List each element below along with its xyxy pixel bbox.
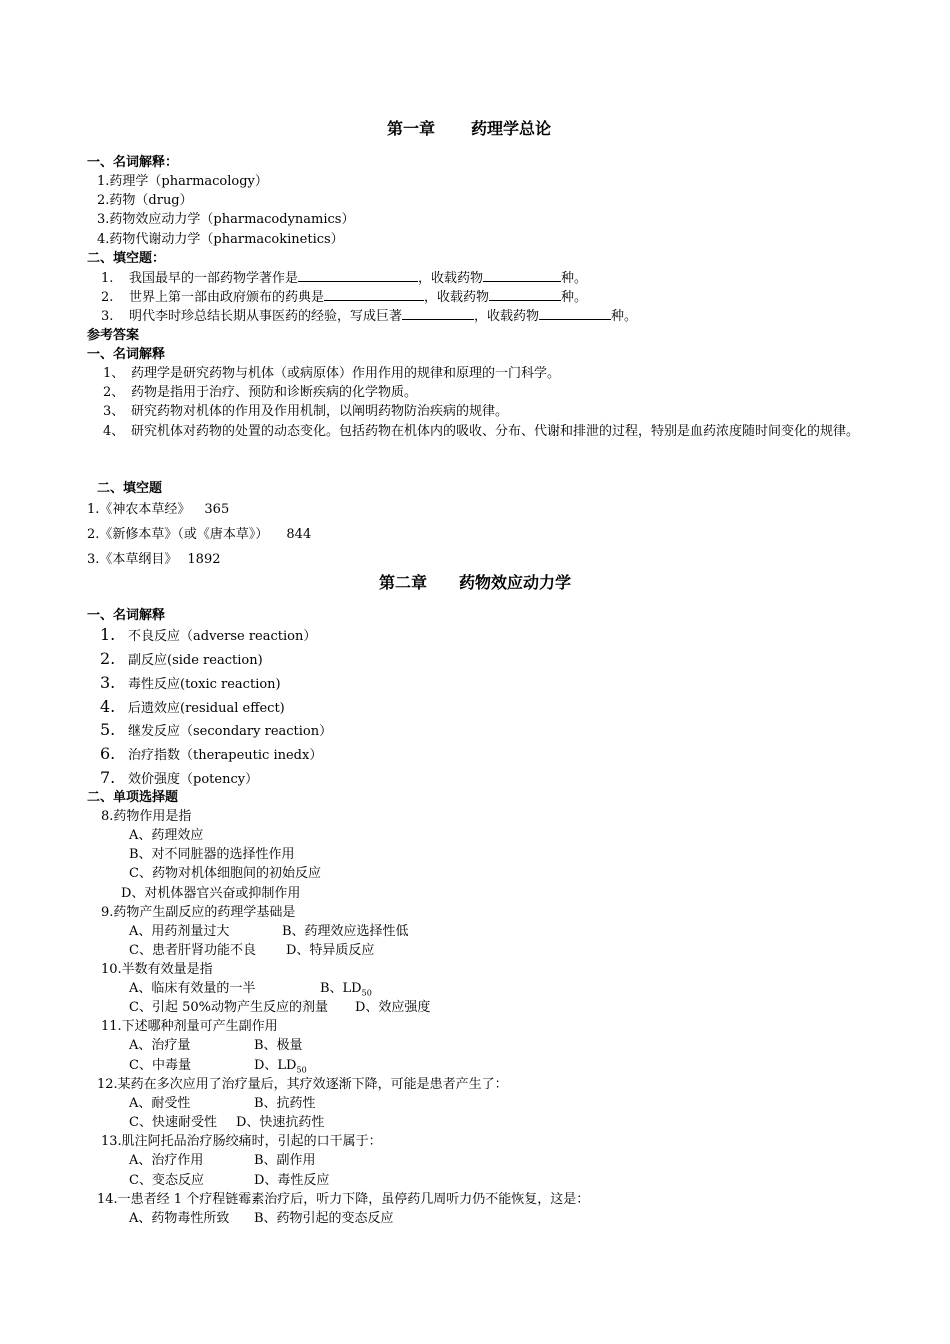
chapter1-name: 药理学总论 [471, 119, 552, 138]
ch1-section2-heading: 二、填空题： [87, 251, 166, 266]
fill-question-2: 2. 世界上第一部由政府颁布的药典是 ，收载药物 种。 [101, 287, 587, 307]
q13-option-c[interactable]: C、变态反应 [129, 1173, 204, 1188]
q13-option-b[interactable]: B、副作用 [254, 1153, 316, 1168]
question-13: 13.肌注阿托品治疗肠绞痛时，引起的口干属于： [101, 1134, 382, 1149]
chapter2-name: 药物效应动力学 [459, 573, 572, 592]
question-10: 10.半数有效量是指 [101, 962, 213, 977]
question-12: 12.某药在多次应用了治疗量后，其疗效逐渐下降，可能是患者产生了： [97, 1077, 508, 1092]
fill-blank[interactable] [402, 306, 474, 320]
q12-option-a[interactable]: A、耐受性 [129, 1096, 191, 1111]
ch2-term-2: 2. 副反应(side reaction) [100, 649, 263, 668]
q13-option-a[interactable]: A、治疗作用 [129, 1153, 204, 1168]
fill-blank[interactable] [489, 287, 561, 301]
q12-option-d[interactable]: D、快速抗药性 [236, 1115, 325, 1130]
q9-option-a[interactable]: A、用药剂量过大 [129, 924, 230, 939]
answers-section1-heading: 一、名词解释 [87, 347, 166, 362]
ch2-term-6: 6. 治疗指数（therapeutic inedx） [100, 744, 323, 763]
q8-option-c[interactable]: C、药物对机体细胞间的初始反应 [129, 866, 321, 881]
q10-option-a[interactable]: A、临床有效量的一半 [129, 981, 256, 996]
definition-3: 3、 研究药物对机体的作用及作用机制，以阐明药物防治疾病的规律。 [103, 404, 509, 419]
answers-section2-heading: 二、填空题 [97, 481, 163, 496]
ch2-term-1: 1. 不良反应（adverse reaction） [100, 625, 317, 644]
q12-option-b[interactable]: B、抗药性 [254, 1096, 316, 1111]
q11-option-b[interactable]: B、极量 [254, 1038, 303, 1053]
chapter2-number: 第二章 [379, 573, 428, 592]
q10-option-c[interactable]: C、引起 50%动物产生反应的剂量 [129, 1000, 328, 1015]
q11-option-a[interactable]: A、治疗量 [129, 1038, 191, 1053]
chapter1-title [387, 118, 551, 140]
q10-option-b[interactable]: B、$LD_{50}$ [320, 981, 372, 998]
fill-blank[interactable] [324, 287, 424, 301]
definition-4: 4、 研究机体对药物的处置的动态变化。包括药物在机体内的吸收、分布、代谢和排泄的过程，特别是血药浓度随时间变化的规律。 [103, 424, 860, 439]
ch1-term-2: 2.药物（drug） [97, 193, 193, 208]
answers-heading: 参考答案 [87, 328, 140, 343]
q13-option-d[interactable]: D、毒性反应 [254, 1173, 330, 1188]
question-8: 8.药物作用是指 [101, 809, 192, 824]
q10-option-d[interactable]: D、效应强度 [355, 1000, 431, 1015]
q8-option-a[interactable]: A、药理效应 [129, 828, 204, 843]
q14-option-a[interactable]: A、药物毒性所致 [129, 1211, 230, 1226]
q8-option-b[interactable]: B、对不同脏器的选择性作用 [129, 847, 295, 862]
ch1-term-3: 3.药物效应动力学（pharmacodynamics） [97, 212, 355, 227]
q9-option-d[interactable]: D、特异质反应 [286, 943, 375, 958]
fill-question-3: 3. 明代李时珍总结长期从事医药的经验，写成巨著 ，收载药物 种。 [101, 306, 637, 326]
fill-blank[interactable] [298, 268, 418, 282]
q9-option-b[interactable]: B、药理效应选择性低 [282, 924, 409, 939]
ch2-term-5: 5. 继发反应（secondary reaction） [100, 720, 333, 739]
ch2-section1-heading: 一、名词解释 [87, 608, 166, 623]
question-14: 14.一患者经 1 个疗程链霉素治疗后，听力下降，虽停药几周听力仍不能恢复，这是： [97, 1192, 590, 1207]
q11-option-d[interactable]: D、$LD_{50}$ [254, 1058, 307, 1075]
ch1-term-1: 1.药理学（pharmacology） [97, 174, 268, 189]
ch2-section2-heading: 二、单项选择题 [87, 790, 179, 805]
ch2-term-7: 7. 效价强度（potency） [100, 768, 259, 787]
definition-1: 1、 药理学是研究药物与机体（或病原体）作用作用的规律和原理的一门科学。 [103, 366, 561, 381]
question-9: 9.药物产生副反应的药理学基础是 [101, 905, 296, 920]
fill-answer-1: 1.《神农本草经》 365 [87, 502, 230, 517]
q9-option-c[interactable]: C、患者肝肾功能不良 [129, 943, 256, 958]
fill-blank[interactable] [483, 268, 561, 282]
ch1-section1-heading: 一、名词解释： [87, 155, 179, 170]
fill-question-1: 1. 我国最早的一部药物学著作是 ，收载药物 种。 [101, 268, 587, 288]
fill-answer-2: 2.《新修本草》（或《唐本草》） 844 [87, 527, 312, 542]
definition-2: 2、 药物是指用于治疗、预防和诊断疾病的化学物质。 [103, 385, 418, 400]
q14-option-b[interactable]: B、药物引起的变态反应 [254, 1211, 394, 1226]
q11-option-c[interactable]: C、中毒量 [129, 1058, 191, 1073]
chapter1-number: 第一章 [387, 119, 436, 138]
question-11: 11.下述哪种剂量可产生副作用 [101, 1019, 278, 1034]
chapter2-title [379, 572, 571, 594]
ch1-term-4: 4.药物代谢动力学（pharmacokinetics） [97, 232, 344, 247]
fill-answer-3: 3.《本草纲目》 1892 [87, 552, 221, 567]
ch2-term-3: 3. 毒性反应(toxic reaction) [100, 673, 281, 692]
q8-option-d[interactable]: D、对机体器官兴奋或抑制作用 [121, 886, 301, 901]
q12-option-c[interactable]: C、快速耐受性 [129, 1115, 217, 1130]
fill-blank[interactable] [539, 306, 611, 320]
ch2-term-4: 4. 后遗效应(residual effect) [100, 697, 285, 716]
